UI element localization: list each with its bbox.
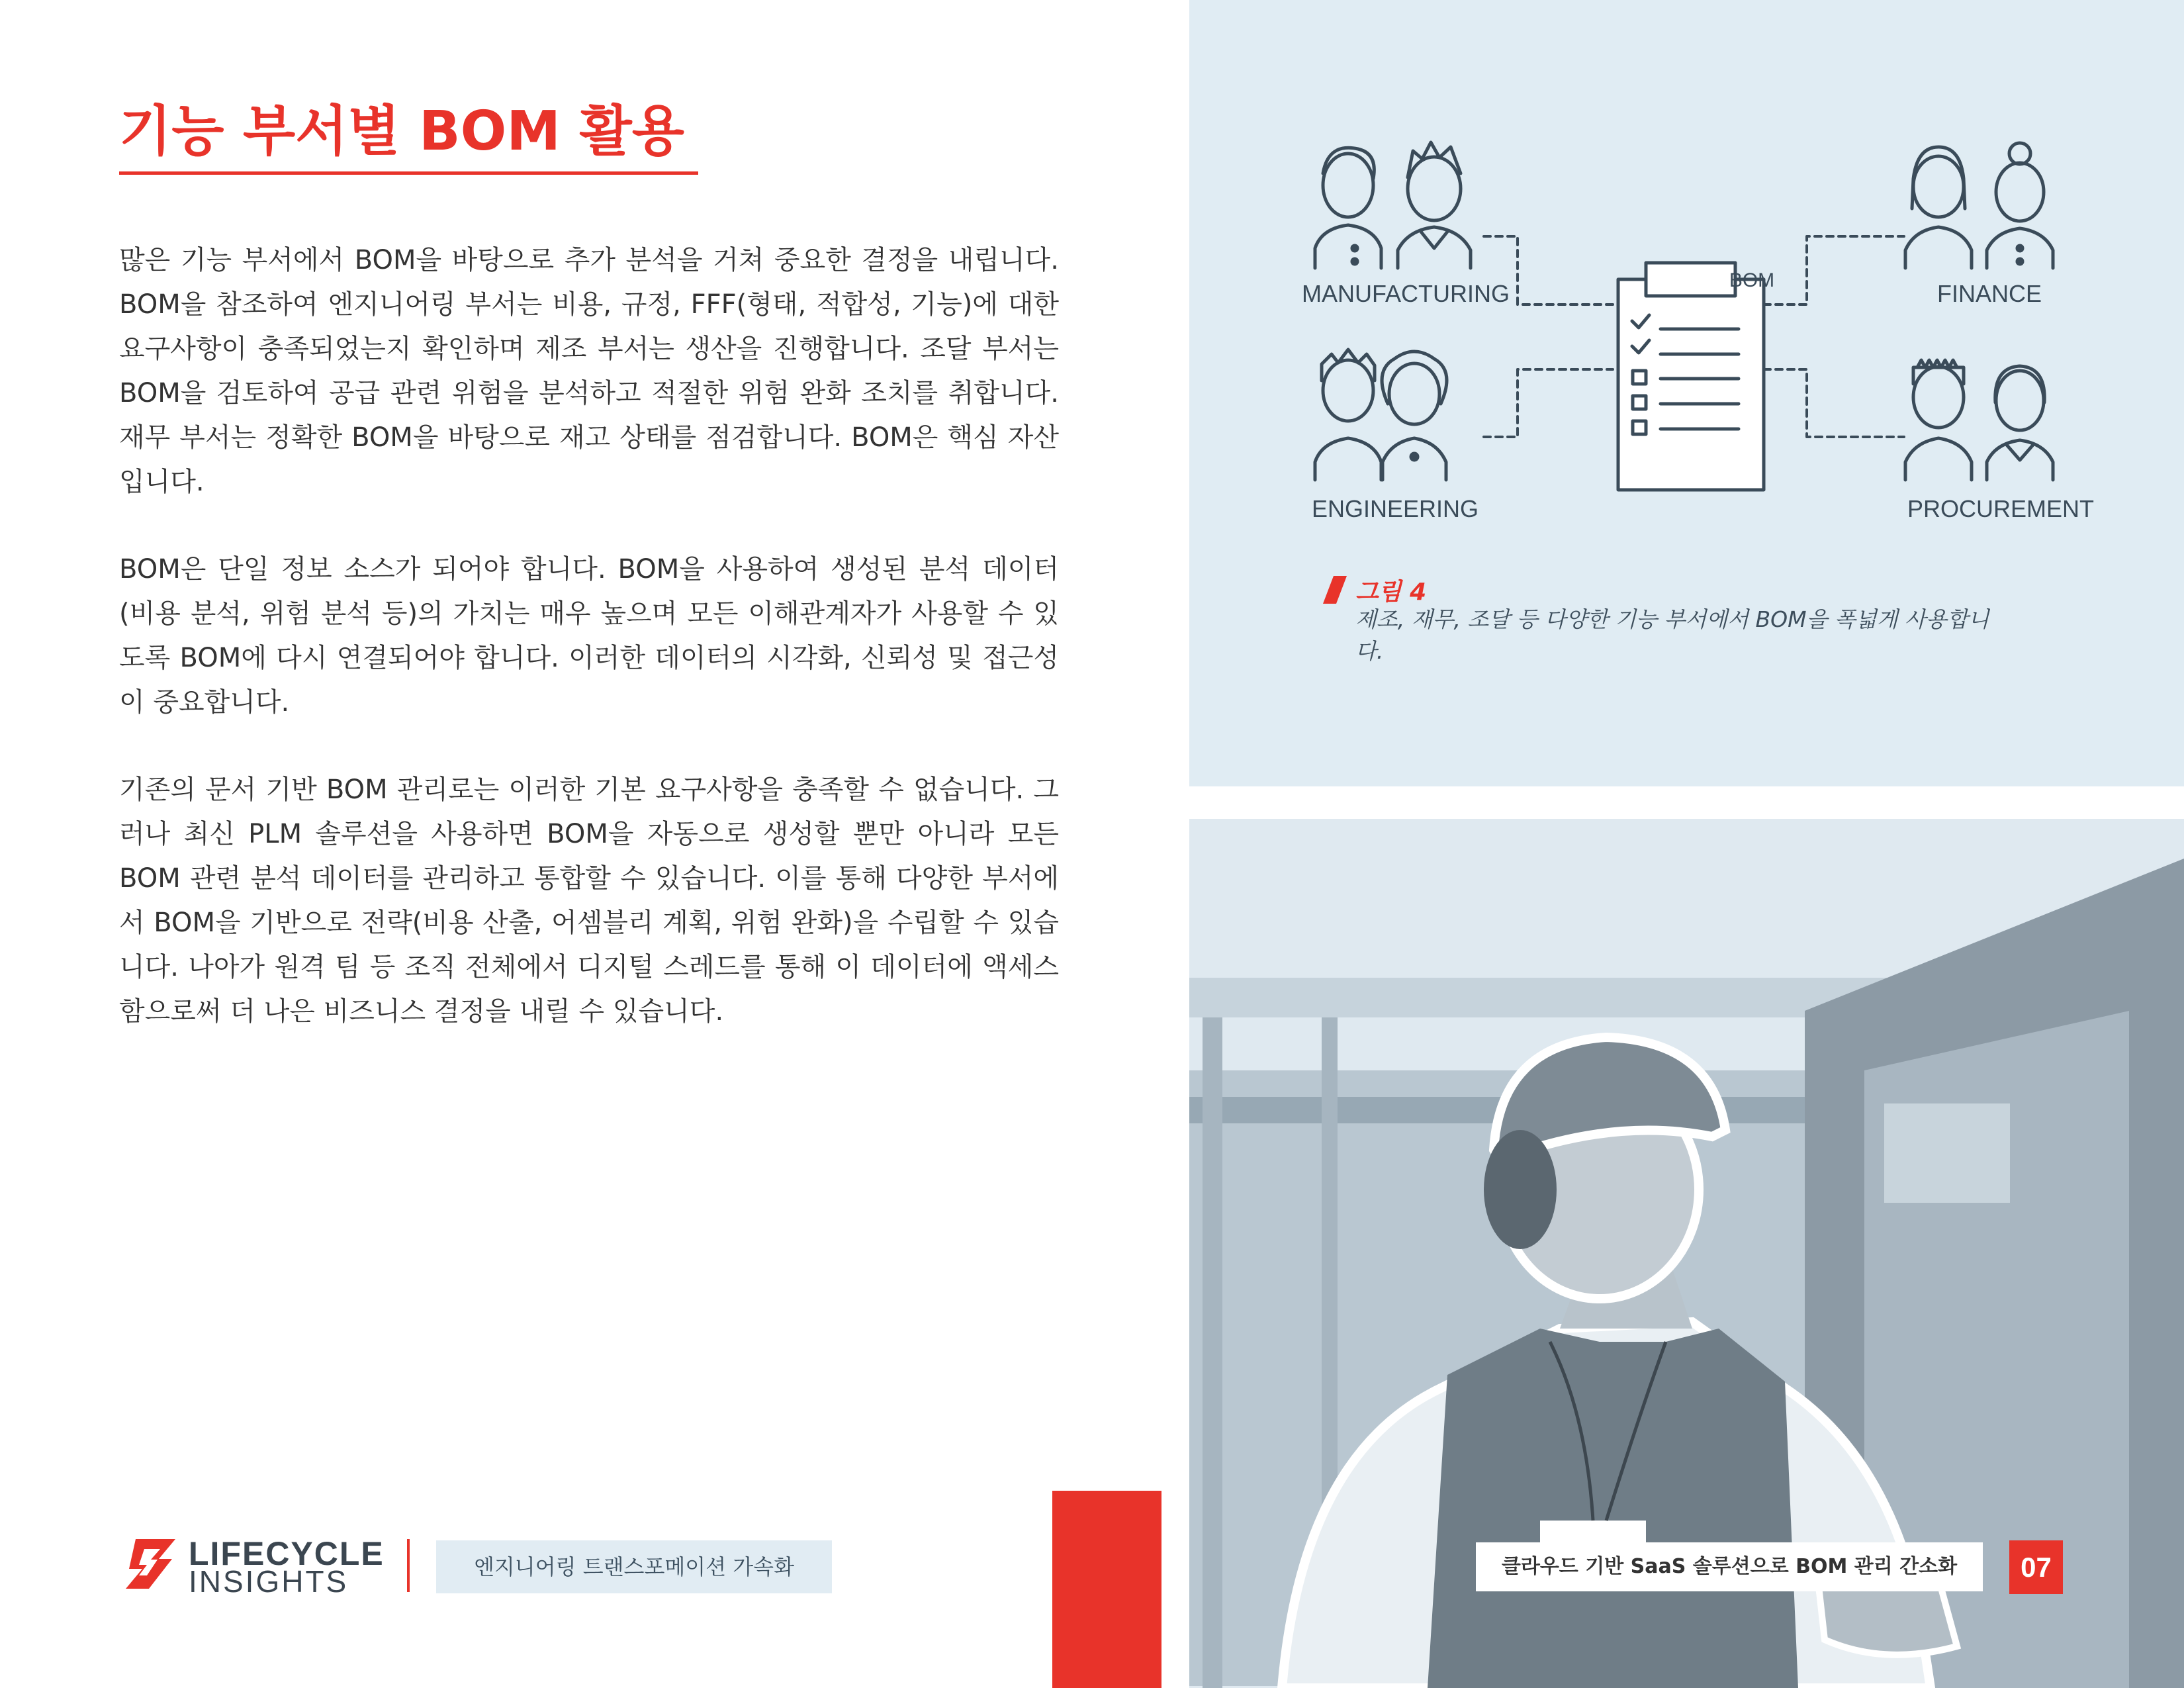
finance-label: FINANCE [1937,280,2042,307]
logo-text-lifecycle: LIFECYCLE [189,1535,385,1572]
body-paragraph-1: 많은 기능 부서에서 BOM을 바탕으로 추가 분석을 거쳐 중요한 결정을 내립니다. BOM을 참조하여 엔지니어링 부서는 비용, 규정, FFF(형태, 적합성, 기능)에 대한 요구사항이 충족되었는지 확인하며 제조 부서는 생산을 진행합니다. 조달 부서는 BOM을 검토하여 공급 관련 위험을 분석하고 적절한 위험 완화 조치를 취합니다. 재무 부서는 정확한 BOM을 바탕으로 재고 상태를 점검합니다. BOM은 핵심 자산입니다. [119,245,1059,497]
body-paragraph-2: BOM은 단일 정보 소스가 되어야 합니다. BOM을 사용하여 생성된 분석 데이터(비용 분석, 위험 분석 등)의 가치는 매우 높으며 모든 이해관계자가 사용할 수 있도록 BOM에 다시 연결되어야 합니다. 이러한 데이터의 시각화, 신뢰성 및 접근성이 중요합니다. [119,554,1059,718]
finance-people-icon [1905,143,2053,268]
footer-document-title: 클라우드 기반 SaaS 솔루션으로 BOM 관리 간소화 [1476,1542,1983,1591]
logo-text-insights: INSIGHTS [189,1564,349,1599]
manufacturing-label: MANUFACTURING [1302,280,1510,307]
manufacturing-people-icon [1315,142,1471,268]
red-accent-block [1052,1491,1161,1688]
engineering-people-icon [1315,350,1447,480]
footer-tagline: 엔지니어링 트랜스포메이션 가속화 [436,1540,832,1593]
page-number: 07 [2009,1540,2063,1594]
body-paragraph-3: 기존의 문서 기반 BOM 관리로는 이러한 기본 요구사항을 충족할 수 없습니다. 그러나 최신 PLM 솔루션을 사용하면 BOM을 자동으로 생성할 뿐만 아니라 모든 BOM 관련 분석 데이터를 관리하고 통합할 수 있습니다. 이를 통해 다양한 부서에서 BOM을 기반으로 전략(비용 산출, 어셈블리 계획, 위험 완화)을 수립할 수 있습니다. 나아가 원격 팀 등 조직 전체에서 디지털 스레드를 통해 이 데이터에 액세스함으로써 더 나은 비즈니스 결정을 내릴 수 있습니다. [119,774,1059,1027]
bom-clipboard-icon [1618,263,1764,490]
procurement-label: PROCUREMENT [1907,495,2095,522]
engineering-label: ENGINEERING [1312,495,1479,522]
title-underline [119,171,698,175]
procurement-people-icon [1905,360,2053,480]
diagram-panel [1189,0,2184,786]
caption-slash-icon [1323,576,1347,604]
figure-caption-title: 그림 4 [1355,579,1427,606]
lifecycle-insights-logo [119,1536,182,1595]
footer-divider [407,1539,410,1592]
logo-icon [119,1536,182,1592]
page-title: 기능 부서별 BOM 활용 [119,100,684,163]
bom-diagram [1189,0,2184,786]
figure-caption-text: 제조, 재무, 조달 등 다양한 기능 부서에서 BOM을 폭넓게 사용합니다. [1355,606,1989,664]
bom-label: BOM [1729,269,1775,291]
